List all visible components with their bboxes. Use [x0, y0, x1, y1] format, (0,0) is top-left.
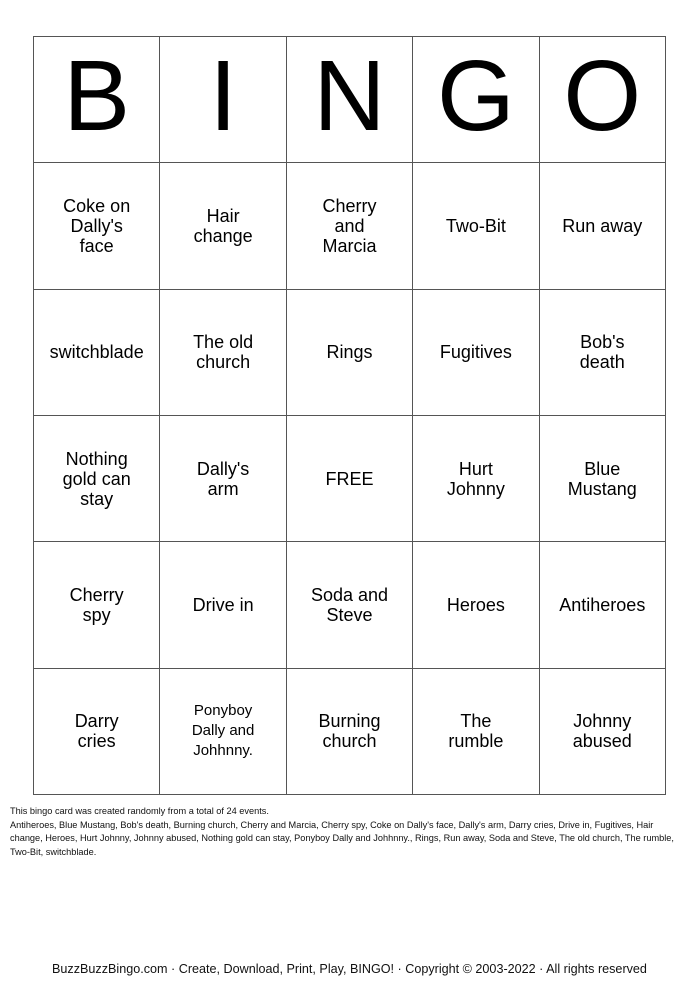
bingo-cell — [413, 416, 539, 542]
bingo-cell — [160, 416, 286, 542]
cell-text: Darry cries — [74, 711, 119, 752]
bingo-cell — [287, 542, 413, 668]
bingo-cell — [34, 542, 160, 668]
cell-text: Fugitives — [439, 342, 512, 363]
cell-text: switchblade — [49, 342, 144, 363]
cell-text: Soda and Steve — [310, 584, 389, 625]
cell-text: Run away — [562, 215, 643, 236]
cell-text: The old church — [193, 332, 254, 373]
header-letter: O — [563, 39, 642, 152]
cell-text: Dally's arm — [196, 458, 250, 499]
bingo-cell — [413, 542, 539, 668]
cell-text: Bob's death — [579, 332, 625, 373]
cell-text: Heroes — [446, 594, 505, 615]
header-letter: I — [209, 39, 237, 152]
bingo-cell — [287, 163, 413, 289]
bingo-cell — [34, 290, 160, 416]
cell-text: Johnny abused — [572, 711, 632, 752]
cell-text: The rumble — [448, 711, 504, 752]
bingo-cell — [160, 163, 286, 289]
header-letter: B — [63, 39, 131, 152]
cell-text: Drive in — [192, 594, 254, 615]
cell-text: Cherry spy — [69, 584, 124, 625]
cell-text: Hurt Johnny — [446, 458, 505, 499]
header-letter: G — [436, 39, 515, 152]
cell-text: Cherry and Marcia — [322, 195, 377, 256]
bingo-cell — [540, 290, 666, 416]
header-cell-i — [160, 37, 286, 163]
bingo-cell — [413, 669, 539, 795]
bingo-cell — [160, 290, 286, 416]
header-cell-n — [287, 37, 413, 163]
cell-text: Ponyboy Dally and Johhnny. — [191, 702, 255, 760]
bingo-cell — [540, 163, 666, 289]
card-info — [10, 805, 685, 859]
header-cell-o — [540, 37, 666, 163]
cell-text: Blue Mustang — [567, 458, 637, 499]
bingo-cell — [34, 163, 160, 289]
bingo-cell — [160, 669, 286, 795]
bingo-cell — [540, 669, 666, 795]
bingo-cell — [540, 416, 666, 542]
bingo-cell — [160, 542, 286, 668]
bingo-cell — [413, 290, 539, 416]
cell-text: Burning church — [318, 711, 381, 752]
footer-copyright: BuzzBuzzBingo.com · Create, Download, Print, Play, BINGO! · Copyright © 2003-2022 · All rights reserved — [52, 962, 647, 976]
card-summary: This bingo card was created randomly from a total of 24 events. — [10, 806, 269, 816]
header-letter: N — [313, 39, 386, 152]
free-space-cell — [287, 416, 413, 542]
header-cell-b — [34, 37, 160, 163]
bingo-cell — [34, 416, 160, 542]
cell-text: Rings — [326, 342, 373, 363]
cell-text: Nothing gold can stay — [62, 448, 131, 509]
free-space-text: FREE — [325, 468, 374, 489]
cell-text: Hair change — [193, 205, 253, 246]
bingo-cell — [540, 542, 666, 668]
header-cell-g — [413, 37, 539, 163]
cell-text: Two-Bit — [445, 215, 506, 236]
cell-text: Antiheroes — [559, 594, 646, 615]
bingo-cell — [287, 290, 413, 416]
bingo-cell — [413, 163, 539, 289]
bingo-card-grid — [33, 36, 666, 795]
events-list: Antiheroes, Blue Mustang, Bob's death, Burning church, Cherry and Marcia, Cherry spy, Coke on Dally's face, Dally's arm, Darry cries, Drive in, Fugitives, Hair change, Heroes, Hurt Johnny, Johnny abused, Nothing gold can stay, Ponyboy Dally and Johhnny., Rings, Run away, Soda and Steve, The old church, The rumble, Two-Bit, switchblade. — [10, 819, 674, 857]
cell-text: Coke on Dally's face — [63, 195, 131, 256]
bingo-cell — [287, 669, 413, 795]
bingo-cell — [34, 669, 160, 795]
